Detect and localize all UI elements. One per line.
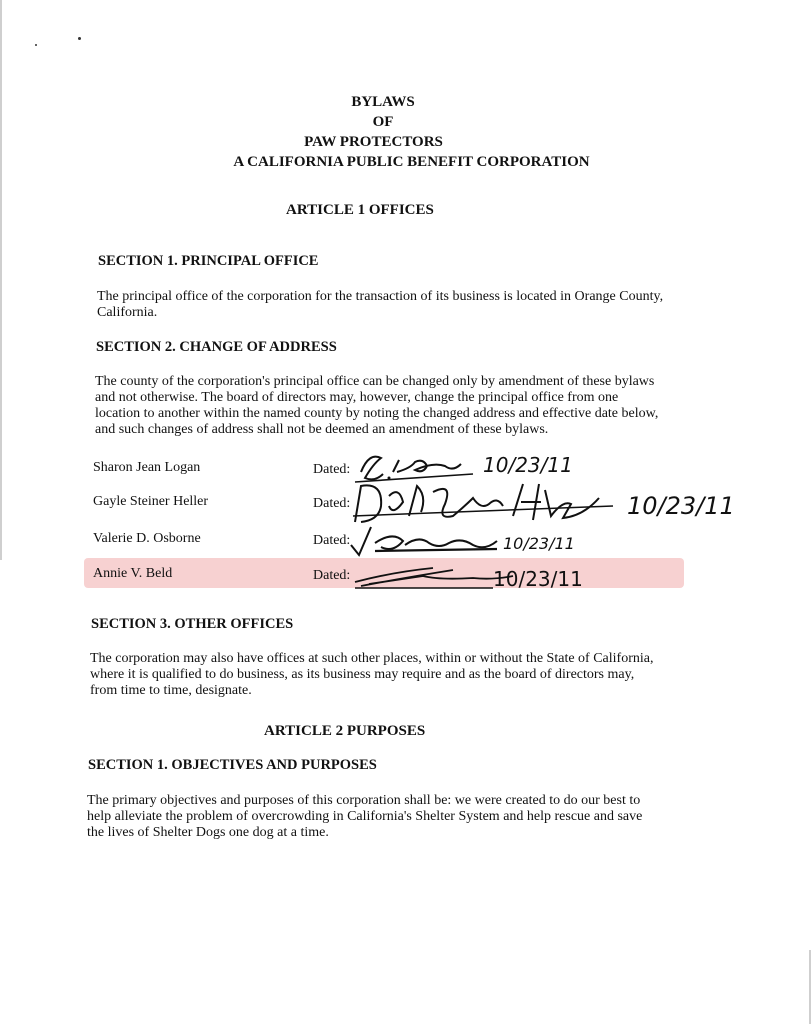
handwritten-date: 10/23/11 <box>483 453 573 477</box>
scan-edge-left <box>0 0 2 560</box>
section-2-line: location to another within the named county by noting the changed address and effective date below, <box>95 406 659 421</box>
signer-name: Annie V. Beld <box>93 566 173 581</box>
signer-name: Sharon Jean Logan <box>93 460 201 475</box>
title-line-4: A CALIFORNIA PUBLIC BENEFIT CORPORATION <box>233 154 590 170</box>
scan-speck <box>78 37 81 40</box>
section-3-heading: SECTION 3. OTHER OFFICES <box>91 616 294 632</box>
section-2-heading: SECTION 2. CHANGE OF ADDRESS <box>96 339 337 355</box>
article-2-section-1-text <box>87 793 712 841</box>
title-line-1: BYLAWS <box>351 94 415 110</box>
article-1-heading: ARTICLE 1 OFFICES <box>286 202 434 218</box>
scan-speck <box>35 44 37 46</box>
section-1-line: California. <box>97 305 158 320</box>
handwritten-date: 10/23/11 <box>503 534 575 553</box>
article-2-section-1-line: help alleviate the problem of overcrowding in California's Shelter System and help rescue and save <box>87 809 643 824</box>
article-2-heading: ARTICLE 2 PURPOSES <box>264 723 426 739</box>
section-3-line: where it is qualified to do business, as its business may require and as the board of directors may, <box>90 667 635 682</box>
article-2-section-1-line: The primary objectives and purposes of this corporation shall be: we were created to do our best to <box>87 793 641 808</box>
article-2-section-1-heading: SECTION 1. OBJECTIVES AND PURPOSES <box>88 757 377 773</box>
signature-row <box>93 562 683 590</box>
dated-label: Dated: <box>313 568 351 583</box>
signer-name: Gayle Steiner Heller <box>93 494 209 509</box>
article-2-section-1-line: the lives of Shelter Dogs one dog at a time. <box>87 825 329 840</box>
section-1-text <box>97 289 722 321</box>
dated-label: Dated: <box>313 496 351 511</box>
dated-label: Dated: <box>313 533 351 548</box>
section-2-line: The county of the corporation's principal office can be changed only by amendment of these bylaws <box>95 374 655 389</box>
dated-label: Dated: <box>313 462 351 477</box>
handwritten-date: 10/23/11 <box>627 492 735 520</box>
title-line-3: PAW PROTECTORS <box>304 134 443 150</box>
handwritten-date: 10/23/11 <box>493 567 583 591</box>
handwritten-signature <box>93 548 693 598</box>
section-2-text <box>95 374 720 438</box>
section-2-line: and such changes of address shall not be deemed an amendment of these bylaws. <box>95 422 549 437</box>
section-1-heading: SECTION 1. PRINCIPAL OFFICE <box>98 253 319 269</box>
section-3-text <box>90 651 715 699</box>
section-3-line: The corporation may also have offices at such other places, within or without the State of California, <box>90 651 654 666</box>
section-1-line: The principal office of the corporation for the transaction of its business is located in Orange County, <box>97 289 664 304</box>
signer-name: Valerie D. Osborne <box>93 531 201 546</box>
section-3-line: from time to time, designate. <box>90 683 252 698</box>
section-2-line: and not otherwise. The board of directors may, however, change the principal office from one <box>95 390 619 405</box>
document-title <box>0 92 811 172</box>
title-line-2: OF <box>372 114 394 130</box>
